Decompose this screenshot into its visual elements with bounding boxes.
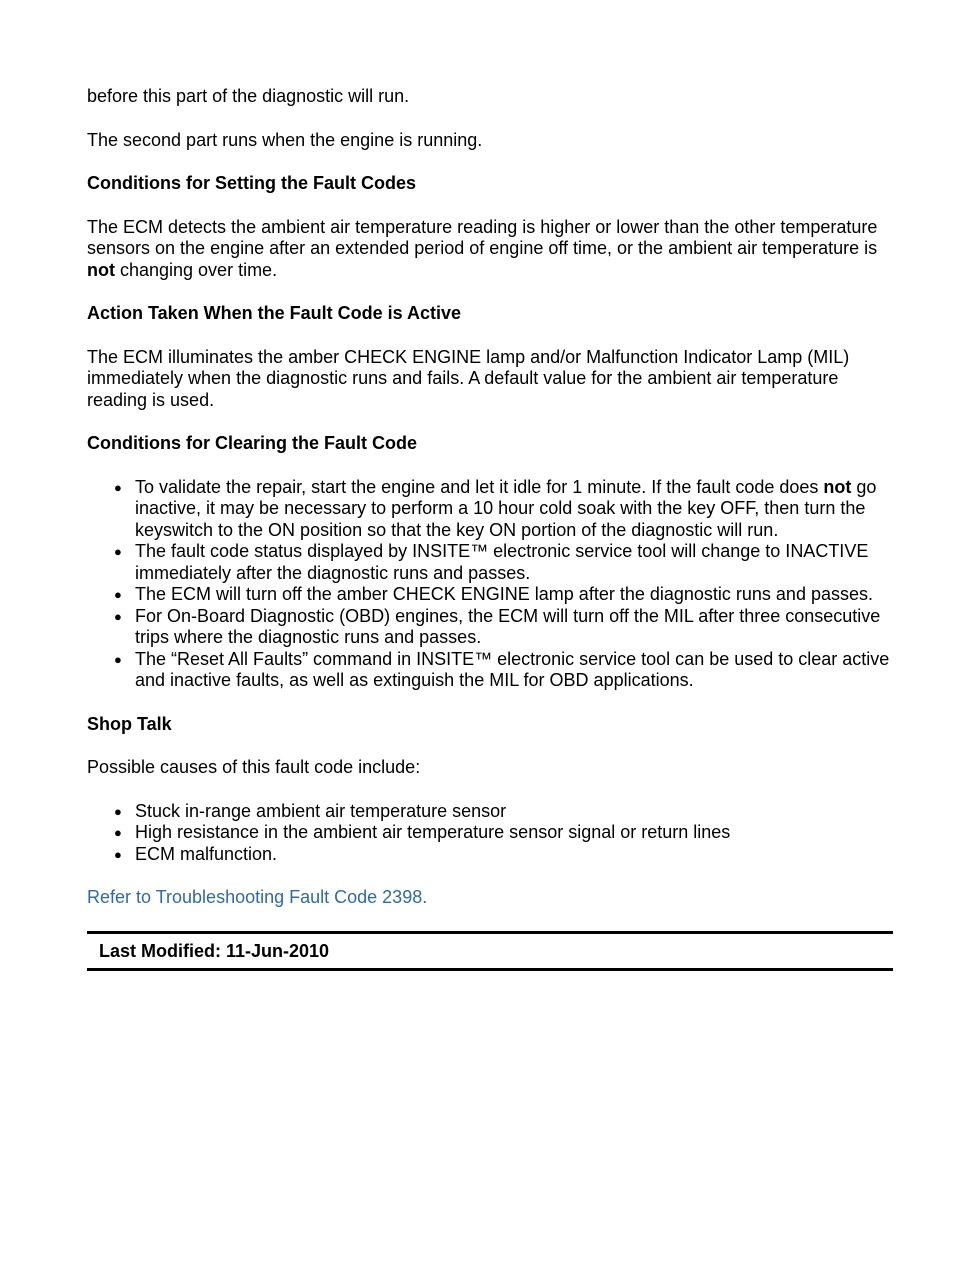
cause-item: ECM malfunction.	[135, 843, 278, 864]
bullet-icon: ●	[114, 803, 122, 819]
bullet-icon: ●	[114, 846, 122, 862]
setting-heading: Conditions for Setting the Fault Codes	[87, 173, 416, 193]
clearing-item-1-bold: not	[823, 476, 852, 497]
intro-paragraph-1: before this part of the diagnostic will run.	[87, 86, 410, 106]
list-item	[87, 606, 893, 649]
action-heading: Action Taken When the Fault Code is Active	[87, 303, 462, 323]
list-item	[87, 649, 893, 692]
intro-paragraph-2: The second part runs when the engine is running.	[87, 129, 483, 150]
setting-paragraph	[87, 217, 893, 282]
setting-text-b: changing over time.	[114, 259, 278, 280]
bullet-icon: ●	[114, 651, 122, 667]
clearing-list	[87, 477, 893, 692]
bullet-icon: ●	[114, 544, 122, 559]
clearing-item-3: The ECM will turn off the amber CHECK ENGINE lamp after the diagnostic runs and passes.	[135, 584, 873, 604]
list-item	[87, 541, 893, 584]
causes-list	[87, 801, 893, 866]
document-page	[87, 86, 893, 971]
setting-text-bold: not	[87, 259, 115, 280]
cause-item: High resistance in the ambient air temperature sensor signal or return lines	[135, 822, 731, 842]
shop-talk-heading: Shop Talk	[87, 713, 172, 734]
bullet-icon: ●	[114, 608, 122, 624]
clearing-item-1-b: go inactive, it may be necessary to perform a 10 hour cold soak with the key OFF, then turn the keyswitch to the ON position so that the key ON portion of the diagnostic will run.	[135, 476, 877, 540]
list-item	[87, 477, 893, 542]
list-item	[87, 822, 893, 844]
clearing-item-4: For On-Board Diagnostic (OBD) engines, the ECM will turn off the MIL after three consecutive trips where the diagnostic runs and passes.	[135, 605, 881, 647]
list-item	[87, 844, 893, 866]
clearing-item-1-a: To validate the repair, start the engine and let it idle for 1 minute. If the fault code does	[135, 476, 824, 497]
action-paragraph: The ECM illuminates the amber CHECK ENGINE lamp and/or Malfunction Indicator Lamp (MIL) immediately when the diagnostic runs and fails. A default value for the ambient air temperature reading is used.	[87, 346, 850, 410]
list-item	[87, 801, 893, 823]
bullet-icon: ●	[114, 587, 122, 602]
clearing-item-5: The “Reset All Faults” command in INSITE™ electronic service tool can be used to clear active and inactive faults, as well as extinguish the MIL for OBD applications.	[135, 648, 890, 690]
clearing-item-2: The fault code status displayed by INSITE™ electronic service tool will change to INACTIVE immediately after the diagnostic runs and passes.	[135, 541, 869, 583]
clearing-heading: Conditions for Clearing the Fault Code	[87, 433, 417, 453]
cause-item: Stuck in-range ambient air temperature sensor	[135, 800, 507, 821]
list-item	[87, 584, 893, 606]
troubleshooting-link[interactable]: Refer to Troubleshooting Fault Code 2398.	[87, 887, 428, 907]
setting-text-a: The ECM detects the ambient air temperature reading is higher or lower than the other temperature sensors on the engine after an extended period of engine off time, or the ambient air temperature is	[87, 216, 878, 258]
bullet-icon: ●	[114, 825, 122, 840]
last-modified-footer: Last Modified: 11-Jun-2010	[87, 931, 893, 972]
shop-talk-intro: Possible causes of this fault code include:	[87, 757, 421, 777]
bullet-icon: ●	[114, 479, 122, 495]
